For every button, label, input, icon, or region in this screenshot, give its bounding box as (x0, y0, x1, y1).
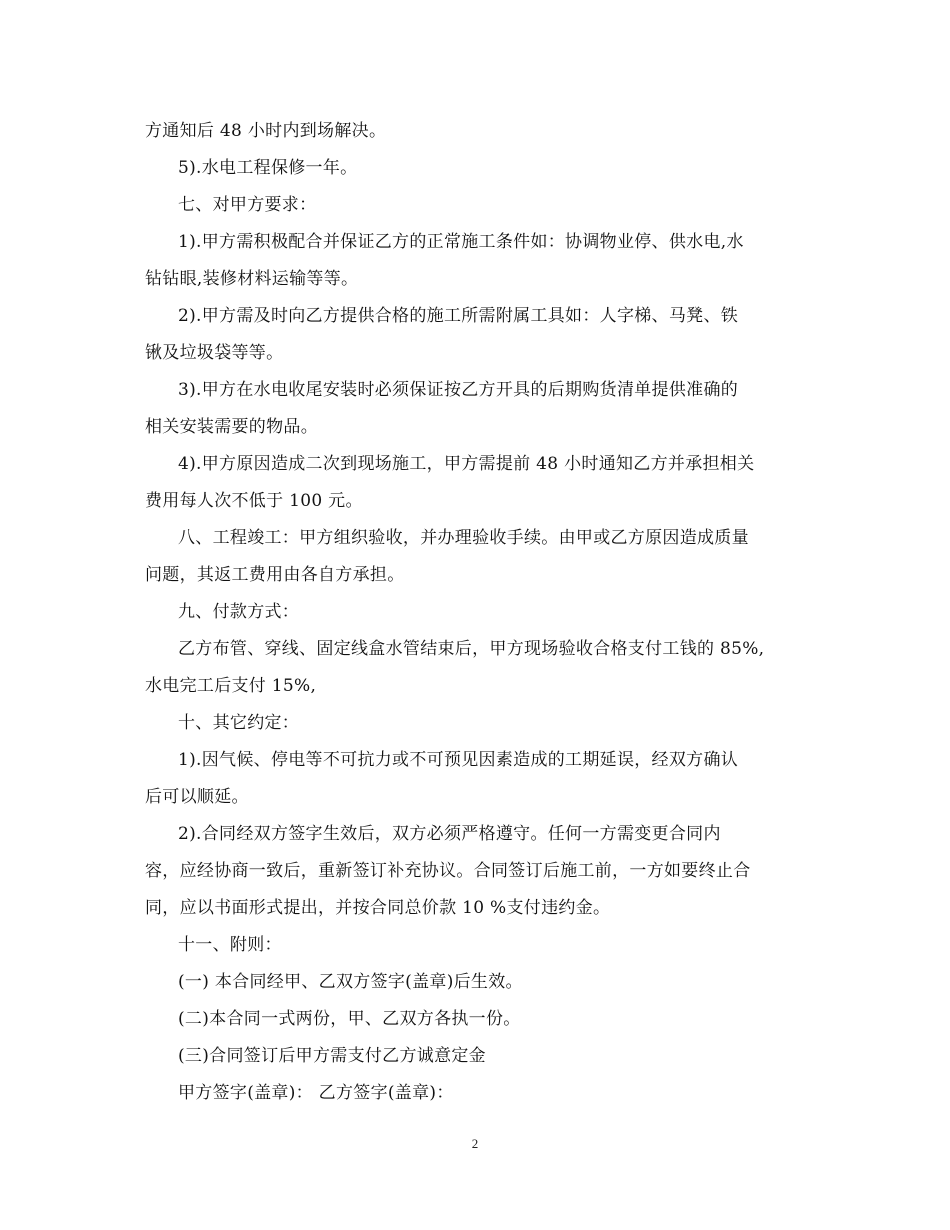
section-heading: 八、工程竣工：甲方组织验收，并办理验收手续。由甲或乙方原因造成质量 (178, 528, 749, 548)
text-line: 2).合同经双方签字生效后，双方必须严格遵守。任何一方需变更合同内 (178, 824, 721, 844)
section-heading: 九、付款方式： (178, 602, 300, 622)
text-line: 1).甲方需积极配合并保证乙方的正常施工条件如：协调物业停、供水电,水 (178, 232, 744, 252)
signature-line: 甲方签字(盖章)： 乙方签字(盖章)： (178, 1083, 454, 1103)
text-line: 费用每人次不低于 100 元。 (145, 491, 363, 511)
text-line: 1).因气候、停电等不可抗力或不可预见因素造成的工期延误，经双方确认 (178, 750, 739, 770)
text-line: (一) 本合同经甲、乙双方签字(盖章)后生效。 (178, 972, 523, 992)
text-line: 相关安装需要的物品。 (145, 417, 318, 437)
page-number: 2 (471, 1136, 479, 1151)
document-body (145, 113, 805, 1112)
text-line: 4).甲方原因造成二次到现场施工，甲方需提前 48 小时通知乙方并承担相关 (178, 454, 755, 474)
text-line: 锹及垃圾袋等等。 (145, 343, 284, 363)
text-line: (二)本合同一式两份，甲、乙双方各执一份。 (178, 1009, 521, 1029)
text-line: 水电完工后支付 15%, (145, 676, 317, 696)
text-line: (三)合同签订后甲方需支付乙方诚意定金 (178, 1046, 486, 1066)
text-line: 3).甲方在水电收尾安装时必须保证按乙方开具的后期购货清单提供准确的 (178, 380, 739, 400)
text-line: 5).水电工程保修一年。 (178, 158, 358, 178)
text-line: 后可以顺延。 (145, 787, 249, 807)
section-heading: 十一、附则： (178, 935, 282, 955)
text-line: 问题，其返工费用由各自方承担。 (145, 565, 405, 585)
text-line: 同，应以书面形式提出，并按合同总价款 10 %支付违约金。 (145, 898, 611, 918)
text-line: 方通知后 48 小时内到场解决。 (145, 121, 387, 141)
text-line: 乙方布管、穿线、固定线盒水管结束后，甲方现场验收合格支付工钱的 85%, (178, 639, 765, 659)
text-line: 容，应经协商一致后，重新签订补充协议。合同签订后施工前，一方如要终止合 (145, 861, 751, 881)
text-line: 2).甲方需及时向乙方提供合格的施工所需附属工具如：人字梯、马凳、铁 (178, 306, 739, 326)
text-line: 钻钻眼,装修材料运输等等。 (145, 269, 359, 289)
section-heading: 十、其它约定： (178, 713, 300, 733)
section-heading: 七、对甲方要求： (178, 195, 317, 215)
